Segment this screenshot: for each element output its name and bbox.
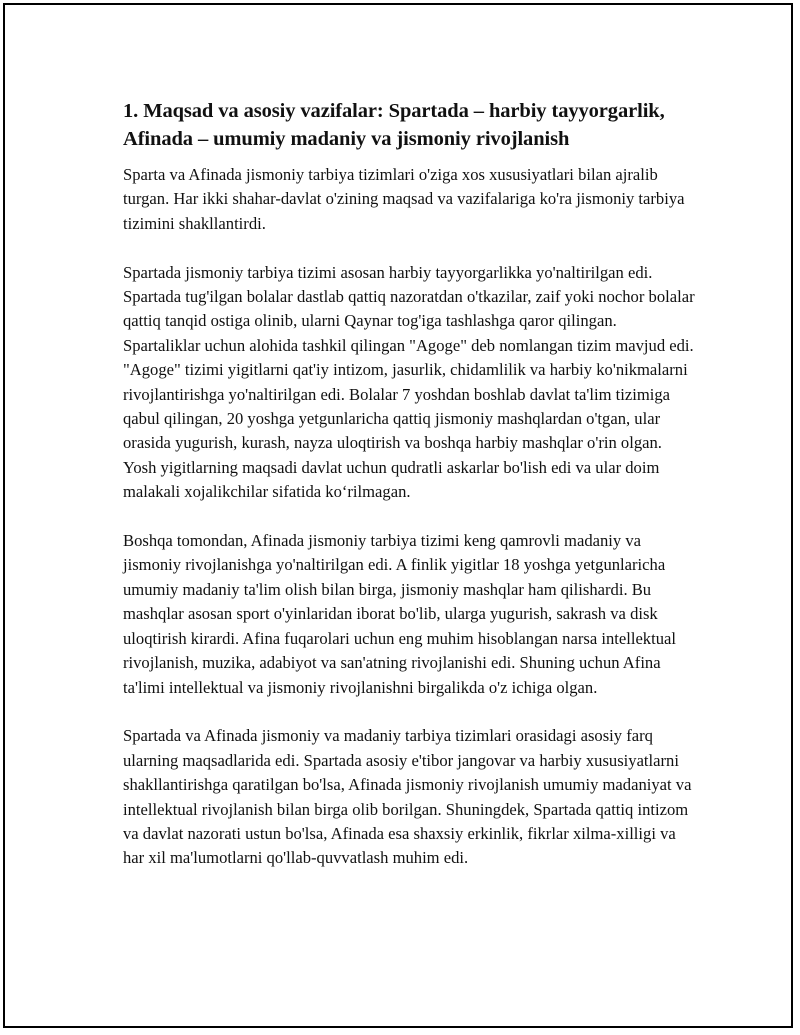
paragraph-intro: Sparta va Afinada jismoniy tarbiya tizimlari o'ziga xos xususiyatlari bilan ajralib turgan. Har ikki shahar-davlat o'zining maqsad va vazifalariga ko'ra jismoniy tarbiya tizimini shakllantirdi. [123,165,685,233]
paragraph-sparta: Spartada jismoniy tarbiya tizimi asosan harbiy tayyorgarlikka yo'naltirilgan edi. Spartada tug'ilgan bolalar dastlab qattiq nazoratdan o'tkazilar, zaif yoki nochor bolalar qattiq tanqid ostiga olinib, ularni Qaynar tog'iga tashlashga qaror qilingan. Spartaliklar uchun alohida tashkil qilingan "Agoge" deb nomlangan tizim mavjud edi. "Agoge" tizimi yigitlarni qat'iy intizom, jasurlik, chidamlilik va harbiy ko'nikmalarni rivojlantirishga yo'naltirilgan edi. Bolalar 7 yoshdan boshlab davlat ta'lim tizimiga qabul qilingan, 20 yoshga yetgunlaricha qattiq jismoniy mashqlardan o'tgan, ular orasida yugurish, kurash, nayza uloqtirish va boshqa harbiy mashqlar o'rin olgan. Yosh yigitlarning maqsadi davlat uchun qudratli askarlar bo'lish edi va ular doim malakali xojalikchilar sifatida ko‘rilmagan. [123,262,695,502]
paragraph-comparison: Spartada va Afinada jismoniy va madaniy tarbiya tizimlari orasidagi asosiy farq ularning maqsadlarida edi. Spartada asosiy e'tibor jangovar va harbiy xususiyatlarni shakllantirishga qaratilgan bo'lsa, Afinada jismoniy rivojlanish umumiy madaniyat va intellektual rivojlanish bilan birga olib borilgan. Shuningdek, Spartada qattiq intizom va davlat nazorati ustun bo'lsa, Afinada esa shaxsiy erkinlik, fikrlar xilma-xilligi va har xil ma'lumotlarni qo'llab-quvvatlash muhim edi. [123,726,692,868]
section-heading: 1. Maqsad va asosiy vazifalar: Spartada – harbiy tayyorgarlik, Afinada – umumiy madaniy va jismoniy rivojlanish [123,100,665,150]
page-frame [3,3,793,1028]
paragraph-athens: Boshqa tomondan, Afinada jismoniy tarbiya tizimi keng qamrovli madaniy va jismoniy rivojlanishga yo'naltirilgan edi. A finlik yigitlar 18 yoshga yetgunlaricha umumiy madaniy ta'lim olish bilan birga, jismoniy mashqlar ham qilishardi. Bu mashqlar asosan sport o'yinlaridan iborat bo'lib, ularga yugurish, sakrash va disk uloqtirish kirardi. Afina fuqarolari uchun eng muhim hisoblangan narsa intellektual rivojlanish, muzika, adabiyot va san'atning rivojlanishi edi. Shuning uchun Afina ta'limi intellektual va jismoniy rivojlanishni birgalikda o'z ichiga olgan. [123,531,676,697]
document-body [123,97,695,895]
